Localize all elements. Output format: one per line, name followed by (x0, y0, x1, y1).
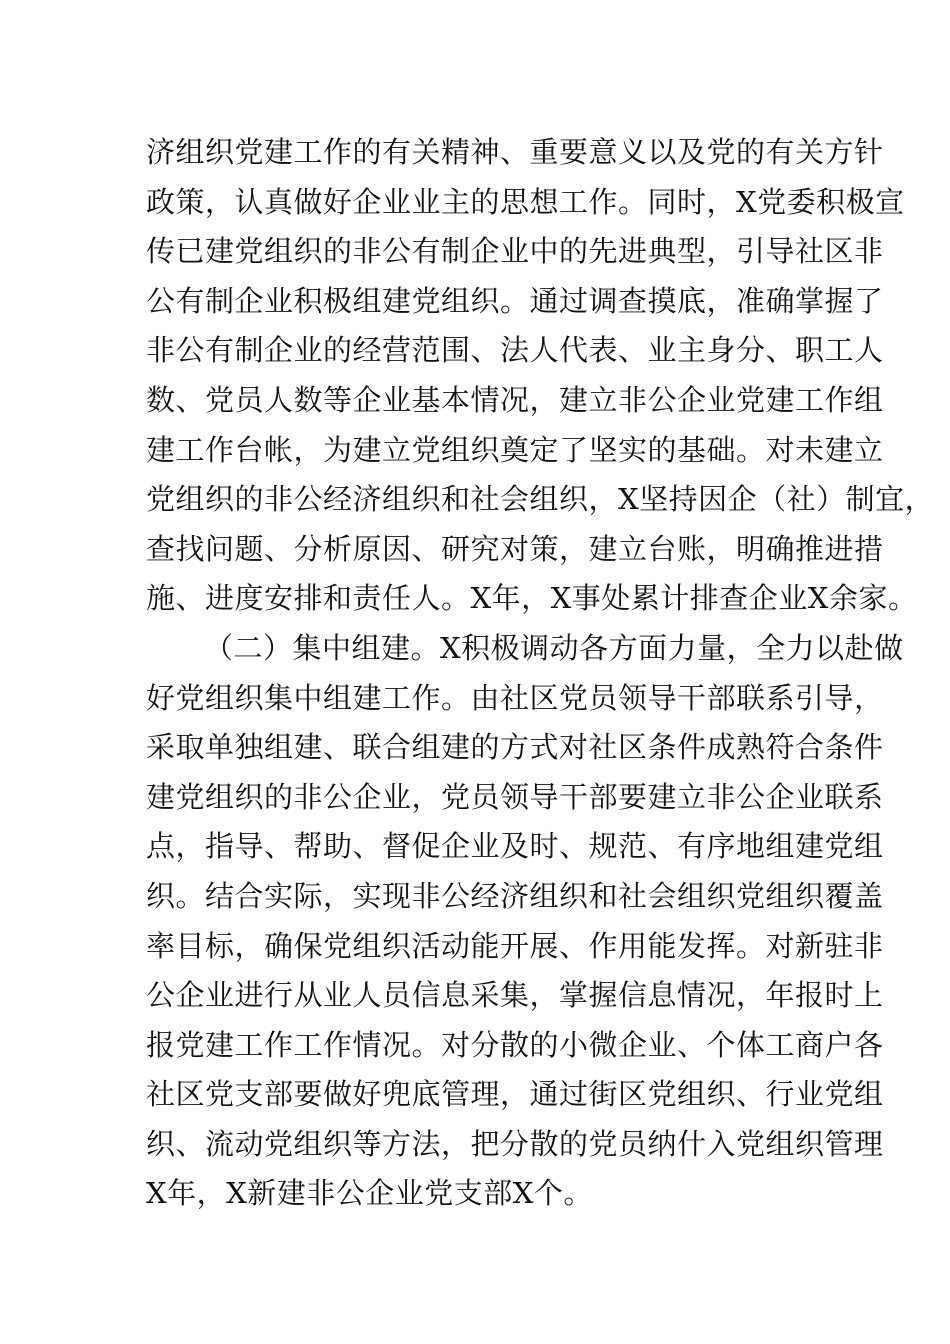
text-line: 党组织的非公经济组织和社会组织，X坚持因企（社）制宜， (146, 482, 935, 517)
text-line: （二）集中组建。X积极调动各方面力量，全力以赴做 (204, 630, 904, 665)
text-line: 政策，认真做好企业业主的思想工作。同时，X党委积极宣 (146, 184, 905, 219)
paragraph-1 (146, 128, 935, 624)
text-line: 好党组织集中组建工作。由社区党员领导干部联系引导， (146, 680, 884, 715)
text-line: 采取单独组建、联合组建的方式对社区条件成熟符合条件 (146, 730, 884, 765)
text-line: 建工作台帐，为建立党组织奠定了坚实的基础。对未建立 (146, 432, 884, 467)
text-line: 织、流动党组织等方法，把分散的党员纳什入党组织管理 (146, 1126, 884, 1161)
text-line: 建党组织的非公企业，党员领导干部要建立非公企业联系 (146, 779, 884, 814)
text-line: 数、党员人数等企业基本情况，建立非公企业党建工作组 (146, 382, 884, 417)
text-line: 传已建党组织的非公有制企业中的先进典型，引导社区非 (146, 234, 884, 269)
text-line: 查找问题、分析原因、研究对策，建立台账，明确推进措 (146, 531, 884, 566)
paragraph-2 (146, 624, 904, 1219)
text-line: X年，X新建非公企业党支部X个。 (146, 1176, 593, 1211)
text-line: 非公有制企业的经营范围、法人代表、业主身分、职工人 (146, 333, 884, 368)
text-line: 报党建工作工作情况。对分散的小微企业、个体工商户各 (146, 1027, 884, 1062)
text-line: 济组织党建工作的有关精神、重要意义以及党的有关方针 (146, 135, 884, 169)
text-line: 社区党支部要做好兜底管理，通过街区党组织、行业党组 (146, 1077, 884, 1112)
text-line: 施、进度安排和责任人。X年，X事处累计排查企业X余家。 (146, 581, 918, 616)
text-line: 率目标，确保党组织活动能开展、作用能发挥。对新驻非 (146, 928, 884, 963)
text-line: 公企业进行从业人员信息采集，掌握信息情况，年报时上 (146, 978, 884, 1013)
text-line: 织。结合实际，实现非公经济组织和社会组织党组织覆盖 (146, 878, 884, 913)
text-line: 点，指导、帮助、督促企业及时、规范、有序地组建党组 (146, 829, 884, 864)
document-body (146, 128, 935, 1219)
text-line: 公有制企业积极组建党组织。通过调查摸底，准确掌握了 (146, 283, 884, 318)
